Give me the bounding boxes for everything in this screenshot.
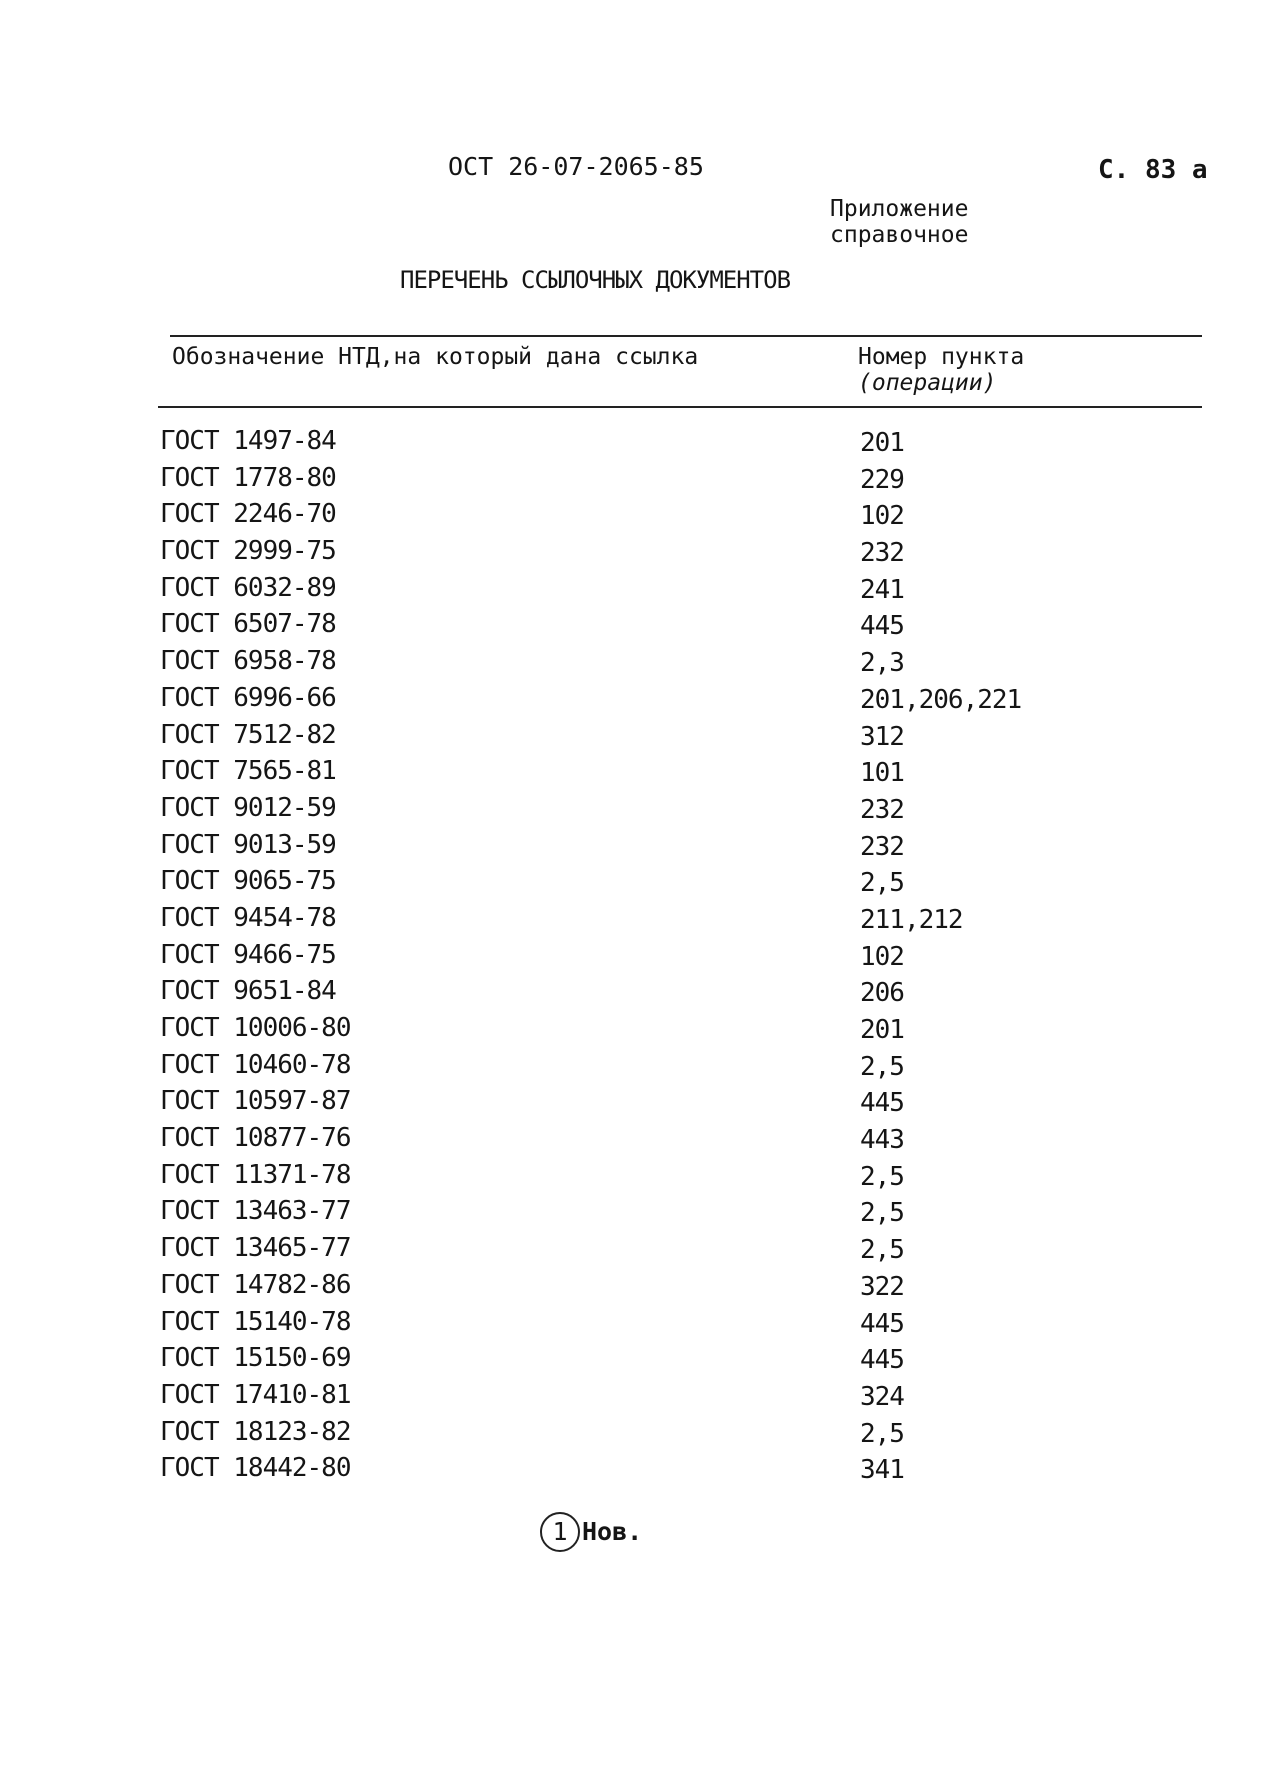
- appendix-label: [830, 196, 968, 248]
- table-header-rule: [158, 406, 1202, 408]
- row-document: ГОСТ 9013-59: [160, 829, 336, 860]
- row-document: ГОСТ 15140-78: [160, 1306, 351, 1337]
- table-row: [160, 940, 1160, 977]
- row-clause-ref: 445: [860, 611, 904, 642]
- appendix-line-2: справочное: [830, 222, 969, 248]
- row-clause-ref: 445: [860, 1345, 904, 1376]
- table-row: [160, 866, 1160, 903]
- table-row: [160, 793, 1160, 830]
- table-row: [160, 976, 1160, 1013]
- row-document: ГОСТ 6996-66: [160, 682, 336, 713]
- row-document: ГОСТ 2999-75: [160, 536, 336, 567]
- table-row: [160, 1160, 1160, 1197]
- table-row: [160, 1123, 1160, 1160]
- row-document: ГОСТ 9454-78: [160, 902, 336, 933]
- table-row: [160, 1453, 1160, 1490]
- table-row: [160, 536, 1160, 573]
- row-document: ГОСТ 9466-75: [160, 939, 336, 970]
- list-title: ПЕРЕЧЕНЬ ССЫЛОЧНЫХ ДОКУМЕНТОВ: [400, 266, 791, 294]
- row-document: ГОСТ 10597-87: [160, 1086, 351, 1117]
- column-header-clause-line-2: (операции): [858, 370, 997, 396]
- row-clause-ref: 2,5: [860, 1235, 904, 1266]
- row-document: ГОСТ 9651-84: [160, 976, 336, 1007]
- row-document: ГОСТ 18442-80: [160, 1453, 351, 1484]
- row-document: ГОСТ 10460-78: [160, 1049, 351, 1080]
- row-document: ГОСТ 9065-75: [160, 866, 336, 897]
- row-clause-ref: 2,3: [860, 648, 904, 679]
- column-header-clause: [858, 344, 1024, 396]
- row-clause-ref: 445: [860, 1088, 904, 1119]
- row-clause-ref: 102: [860, 941, 904, 972]
- row-document: ГОСТ 14782-86: [160, 1269, 351, 1300]
- column-header-clause-line-1: Номер пункта: [858, 344, 1025, 370]
- table-row: [160, 1013, 1160, 1050]
- change-note: [540, 1512, 642, 1552]
- row-clause-ref: 341: [860, 1455, 904, 1486]
- row-document: ГОСТ 1497-84: [160, 426, 336, 456]
- row-clause-ref: 206: [860, 978, 904, 1009]
- row-clause-ref: 232: [860, 538, 904, 569]
- row-document: ГОСТ 6958-78: [160, 646, 336, 677]
- table-row: [160, 720, 1160, 757]
- row-document: ГОСТ 6507-78: [160, 609, 336, 640]
- row-document: ГОСТ 11371-78: [160, 1159, 351, 1190]
- row-clause-ref: 443: [860, 1125, 904, 1156]
- row-clause-ref: 322: [860, 1271, 904, 1302]
- row-clause-ref: 2,5: [860, 868, 904, 899]
- row-clause-ref: 201: [860, 1015, 904, 1045]
- reference-table-body: [160, 426, 1160, 1490]
- table-row: [160, 1380, 1160, 1417]
- table-top-rule: [170, 335, 1202, 337]
- appendix-line-1: Приложение: [830, 196, 969, 222]
- table-row: [160, 1050, 1160, 1087]
- table-row: [160, 499, 1160, 536]
- table-row: [160, 573, 1160, 610]
- row-clause-ref: 324: [860, 1381, 904, 1412]
- row-clause-ref: 2,5: [860, 1051, 904, 1082]
- row-document: ГОСТ 9012-59: [160, 792, 336, 823]
- row-clause-ref: 211,212: [860, 904, 963, 935]
- row-clause-ref: 102: [860, 501, 904, 532]
- document-code: ОСТ 26-07-2065-85: [448, 152, 704, 181]
- row-document: ГОСТ 15150-69: [160, 1343, 351, 1374]
- table-row: [160, 1307, 1160, 1344]
- table-row: [160, 1196, 1160, 1233]
- table-row: [160, 646, 1160, 683]
- row-clause-ref: 2,5: [860, 1161, 904, 1192]
- table-row: [160, 1233, 1160, 1270]
- column-header-document: Обозначение НТД,на который дана ссылка: [172, 344, 699, 370]
- row-clause-ref: 241: [860, 574, 904, 605]
- table-row: [160, 830, 1160, 867]
- row-clause-ref: 201,206,221: [860, 684, 1022, 715]
- row-document: ГОСТ 7565-81: [160, 756, 336, 787]
- row-clause-ref: 101: [860, 758, 904, 789]
- row-document: ГОСТ 1778-80: [160, 462, 336, 493]
- table-row: [160, 609, 1160, 646]
- table-row: [160, 1343, 1160, 1380]
- table-row: [160, 903, 1160, 940]
- row-clause-ref: 2,5: [860, 1198, 904, 1229]
- table-row: [160, 1270, 1160, 1307]
- table-row: [160, 1086, 1160, 1123]
- row-clause-ref: 201: [860, 428, 904, 458]
- table-row: [160, 1417, 1160, 1454]
- change-note-text: Нов.: [582, 1517, 643, 1546]
- row-clause-ref: 2,5: [860, 1418, 904, 1449]
- row-clause-ref: 312: [860, 721, 904, 752]
- row-document: ГОСТ 17410-81: [160, 1379, 351, 1410]
- table-row: [160, 463, 1160, 500]
- row-document: ГОСТ 18123-82: [160, 1416, 351, 1447]
- row-document: ГОСТ 10006-80: [160, 1013, 351, 1043]
- table-row: [160, 683, 1160, 720]
- row-document: ГОСТ 7512-82: [160, 719, 336, 750]
- row-document: ГОСТ 6032-89: [160, 572, 336, 603]
- row-document: ГОСТ 13463-77: [160, 1196, 351, 1227]
- row-document: ГОСТ 2246-70: [160, 499, 336, 530]
- row-clause-ref: 445: [860, 1308, 904, 1339]
- change-number-circle: 1: [540, 1512, 580, 1552]
- row-document: ГОСТ 13465-77: [160, 1233, 351, 1264]
- table-row: [160, 756, 1160, 793]
- row-document: ГОСТ 10877-76: [160, 1123, 351, 1154]
- row-clause-ref: 232: [860, 794, 904, 825]
- table-row: [160, 426, 1160, 463]
- row-clause-ref: 229: [860, 464, 904, 495]
- page-number: С. 83 а: [1098, 155, 1208, 185]
- row-clause-ref: 232: [860, 831, 904, 862]
